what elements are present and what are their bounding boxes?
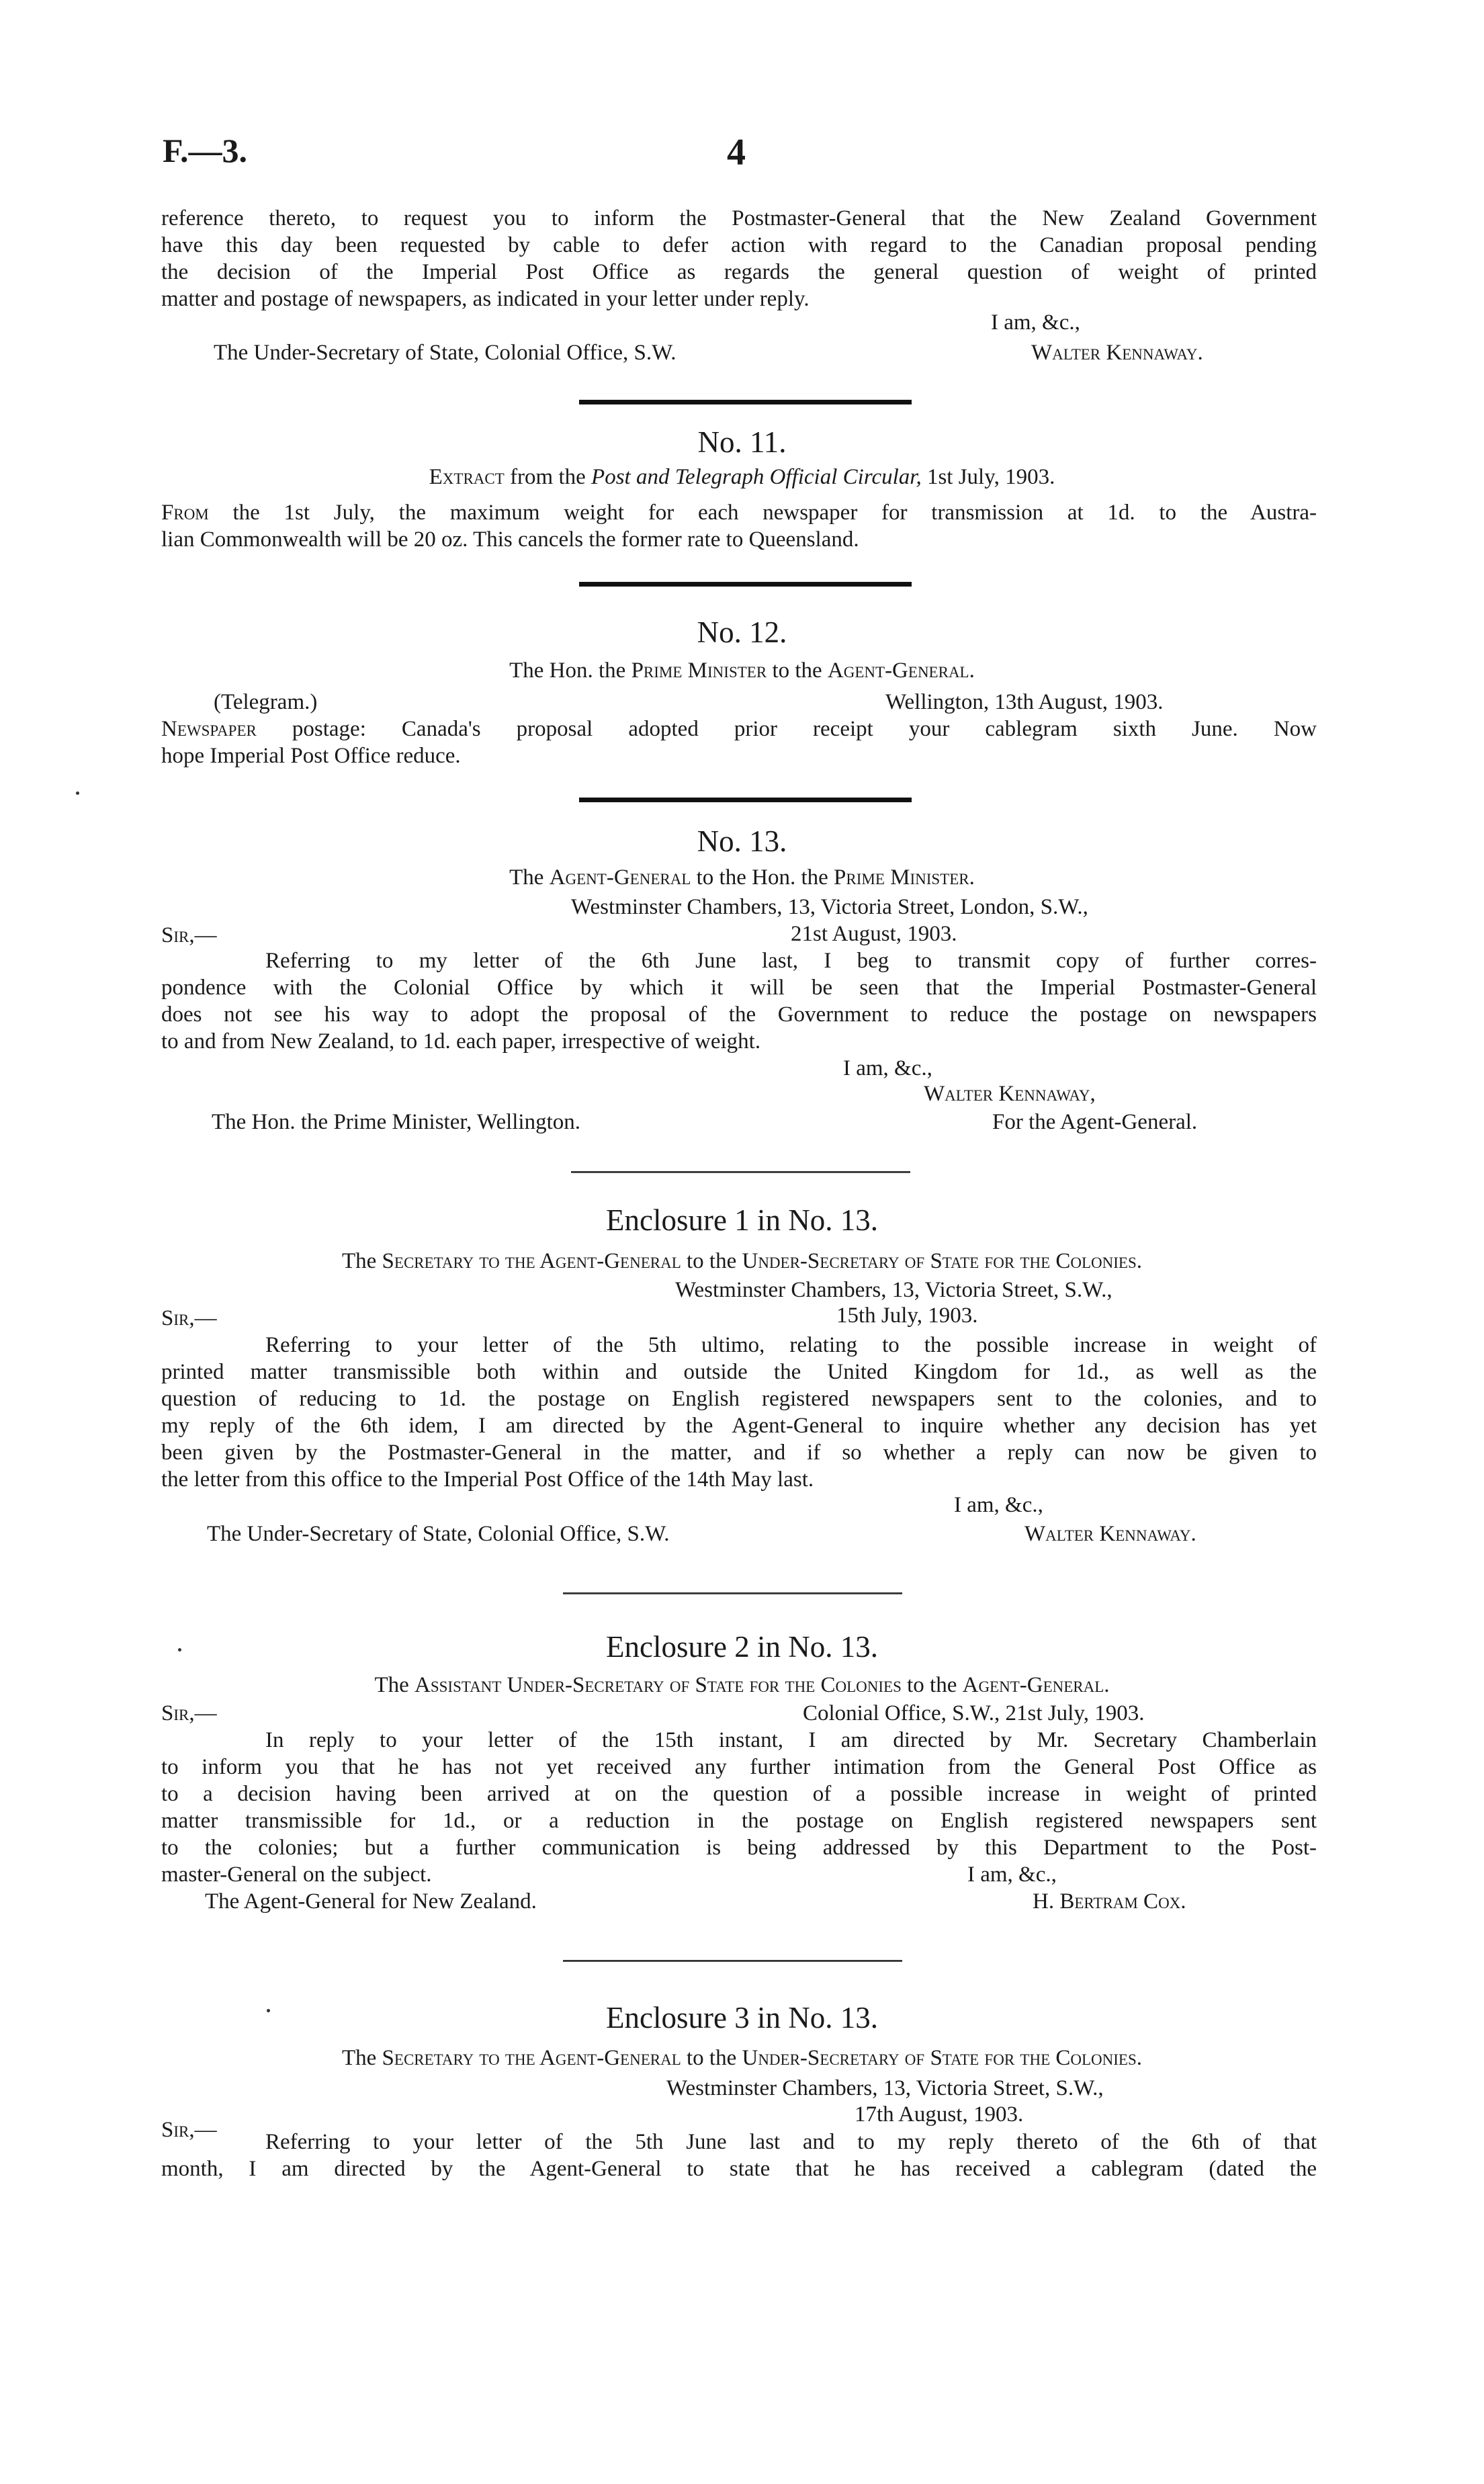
no11-title: No. 11. [697, 425, 787, 459]
intro-signature: Walter Kennaway. [1031, 341, 1203, 365]
intro-addressee: The Under-Secretary of State, Colonial Office, S.W. [214, 341, 676, 365]
no11-line-text: the 1st July, the maximum weight for each newspaper for transmission at 1d. to the Austra- [208, 501, 1317, 525]
no12-line-text: postage: Canada's proposal adopted prior receipt your cablegram sixth June. Now [256, 717, 1317, 741]
enclosure-divider [571, 1171, 910, 1173]
enc3-line: Referring to your letter of the 5th June last and to my reply thereto of the 6th of that [265, 2130, 1317, 2154]
intro-line: the decision of the Imperial Post Office as regards the general question of weight of printed [161, 260, 1317, 284]
enc1-line: my reply of the 6th idem, I am directed by the Agent-General to inquire whether any decision has yet [161, 1414, 1317, 1438]
enc2-subtitle-b: Assistant Under-Secretary of State for the Colonies [414, 1673, 902, 1697]
enc2-line: to the colonies; but a further communication is being addressed by this Department to the Post- [161, 1836, 1317, 1860]
enc2-addressee: The Agent-General for New Zealand. [205, 1889, 537, 1914]
enc2-closing: I am, &c., [967, 1862, 1057, 1887]
no13-subtitle-c: to the Hon. the [691, 865, 834, 890]
enc2-subtitle-d: Agent-General. [962, 1673, 1110, 1697]
no11-subtitle [0, 464, 1484, 490]
no13-subtitle-a: The [509, 865, 550, 890]
enc2-signature: H. Bertram Cox. [1033, 1889, 1186, 1914]
ink-speck [76, 791, 79, 795]
no13-subtitle-d: Prime Minister. [834, 865, 975, 890]
enc1-line: been given by the Postmaster-General in the matter, and if so whether a reply can now be given to [161, 1441, 1317, 1465]
no13-line: pondence with the Colonial Office by which it will be seen that the Imperial Postmaster-General [161, 976, 1317, 1000]
enc3-salutation: Sir,— [161, 2118, 217, 2142]
enc1-title: Enclosure 1 in No. 13. [606, 1203, 878, 1237]
no12-subtitle-b: Prime Minister [631, 658, 767, 683]
no12-body [161, 716, 1317, 742]
enc3-line: month, I am directed by the Agent-General to state that he has received a cablegram (dated the [161, 2157, 1317, 2181]
intro-line: have this day been requested by cable to defer action with regard to the Canadian proposal pending [161, 233, 1317, 257]
no12-lead: Newspaper [161, 717, 257, 741]
no12-subtitle-d: Agent-General. [827, 658, 975, 683]
section-divider [579, 798, 912, 802]
enc3-date: 17th August, 1903. [855, 2102, 1024, 2127]
no11-line [161, 499, 1317, 526]
enc2-line: In reply to your letter of the 15th instant, I am directed by Mr. Secretary Chamberlain [265, 1728, 1317, 1752]
enc1-subtitle [0, 1248, 1484, 1275]
enc3-paragraph [161, 2129, 1317, 2155]
enc2-subtitle [0, 1672, 1484, 1699]
page-number: 4 [727, 132, 746, 173]
no12-subtitle [0, 657, 1484, 684]
enc1-salutation: Sir,— [161, 1306, 217, 1330]
no13-title: No. 13. [697, 824, 787, 858]
no13-last-line: to and from New Zealand, to 1d. each paper, irrespective of weight. [161, 1029, 761, 1054]
enc2-title: Enclosure 2 in No. 13. [606, 1630, 878, 1664]
enc2-subtitle-c: to the [901, 1673, 963, 1697]
no13-for-agent: For the Agent-General. [992, 1110, 1198, 1134]
enc1-subtitle-d: Under-Secretary of State for the Colonies. [742, 1249, 1143, 1273]
enc1-last-line: the letter from this office to the Imperial Post Office of the 14th May last. [161, 1467, 814, 1492]
enc1-date: 15th July, 1903. [836, 1303, 978, 1328]
intro-paragraph [161, 205, 1317, 286]
no12-telegram-label: (Telegram.) [214, 690, 318, 714]
enc3-subtitle-a: The [341, 2046, 382, 2070]
no13-subtitle-b: Agent-General [549, 865, 691, 890]
enc2-paragraph [161, 1727, 1317, 1754]
enc1-subtitle-b: Secretary to the Agent-General [382, 1249, 681, 1273]
enc2-place-date: Colonial Office, S.W., 21st July, 1903. [803, 1701, 1145, 1725]
section-divider [579, 582, 912, 587]
enc2-line: to inform you that he has not yet received any further intimation from the General Post Office as [161, 1755, 1317, 1779]
no12-subtitle-c: to the [767, 658, 828, 683]
no12-subtitle-a: The Hon. the [509, 658, 631, 683]
enc2-subtitle-a: The [374, 1673, 414, 1697]
no12-title: No. 12. [697, 615, 787, 649]
enc3-paragraph-cont [161, 2155, 1317, 2182]
page-header-reference: F.—3. [163, 132, 247, 169]
no13-paragraph [161, 947, 1317, 974]
enc3-subtitle-d: Under-Secretary of State for the Colonies. [742, 2046, 1143, 2070]
enc1-closing: I am, &c., [954, 1493, 1043, 1517]
enc1-subtitle-c: to the [681, 1249, 742, 1273]
no13-addressee: The Hon. the Prime Minister, Wellington. [212, 1110, 581, 1134]
no11-line-2: lian Commonwealth will be 20 oz. This cancels the former rate to Queensland. [161, 527, 859, 552]
no13-address: Westminster Chambers, 13, Victoria Street, London, S.W., [571, 895, 1088, 919]
enc1-paragraph [161, 1332, 1317, 1359]
enc3-subtitle [0, 2045, 1484, 2071]
no11-extract-date: 1st July, 1903. [921, 465, 1055, 489]
enc2-line: to a decision having been arrived at on the question of a possible increase in weight of printed [161, 1782, 1317, 1806]
enc1-subtitle-a: The [341, 1249, 382, 1273]
enc1-signature: Walter Kennaway. [1024, 1522, 1196, 1546]
enc2-line: matter transmissible for 1d., or a reduction in the postage on English registered newspapers sent [161, 1809, 1317, 1833]
no11-publication: Post and Telegraph Official Circular, [591, 465, 922, 489]
enc3-subtitle-c: to the [681, 2046, 742, 2070]
enc3-address: Westminster Chambers, 13, Victoria Street, S.W., [666, 2076, 1104, 2100]
no12-line [161, 716, 1317, 742]
no12-place-date: Wellington, 13th August, 1903. [885, 690, 1164, 714]
enc2-last-line: master-General on the subject. [161, 1862, 432, 1887]
enc1-address: Westminster Chambers, 13, Victoria Street, S.W., [675, 1278, 1112, 1302]
enc1-line: Referring to your letter of the 5th ultimo, relating to the possible increase in weight of [265, 1333, 1317, 1357]
enc1-line: question of reducing to 1d. the postage on English registered newspapers sent to the colonies, and to [161, 1387, 1317, 1411]
enc1-addressee: The Under-Secretary of State, Colonial Office, S.W. [207, 1522, 670, 1546]
enc3-subtitle-b: Secretary to the Agent-General [382, 2046, 681, 2070]
enc2-paragraph-cont [161, 1754, 1317, 1861]
section-divider [579, 400, 912, 404]
no13-line: does not see his way to adopt the proposal of the Government to reduce the postage on newspapers [161, 1002, 1317, 1027]
no13-date: 21st August, 1903. [791, 922, 957, 946]
enc1-paragraph-cont [161, 1359, 1317, 1466]
no11-extract-from: from the [504, 465, 592, 489]
no13-signature: Walter Kennaway, [924, 1082, 1096, 1106]
no11-body [161, 499, 1317, 526]
no13-subtitle [0, 864, 1484, 891]
no11-extract-label: Extract [429, 465, 505, 489]
intro-last-line: matter and postage of newspapers, as indicated in your letter under reply. [161, 287, 810, 311]
no13-line: Referring to my letter of the 6th June last, I beg to transmit copy of further corres- [265, 949, 1317, 973]
no13-paragraph-cont [161, 974, 1317, 1028]
no13-closing: I am, &c., [843, 1056, 932, 1080]
intro-line: reference thereto, to request you to inform the Postmaster-General that the New Zealand Government [161, 206, 1317, 230]
no11-lead: From [161, 501, 209, 525]
enclosure-divider [563, 1592, 902, 1594]
intro-closing: I am, &c., [991, 310, 1080, 335]
no13-salutation: Sir,— [161, 923, 217, 947]
enclosure-divider [563, 1960, 902, 1962]
no12-line-2: hope Imperial Post Office reduce. [161, 744, 461, 768]
enc1-line: printed matter transmissible both within and outside the United Kingdom for 1d., as well as the [161, 1360, 1317, 1384]
enc3-title: Enclosure 3 in No. 13. [606, 2001, 878, 2035]
enc2-salutation: Sir,— [161, 1701, 217, 1725]
